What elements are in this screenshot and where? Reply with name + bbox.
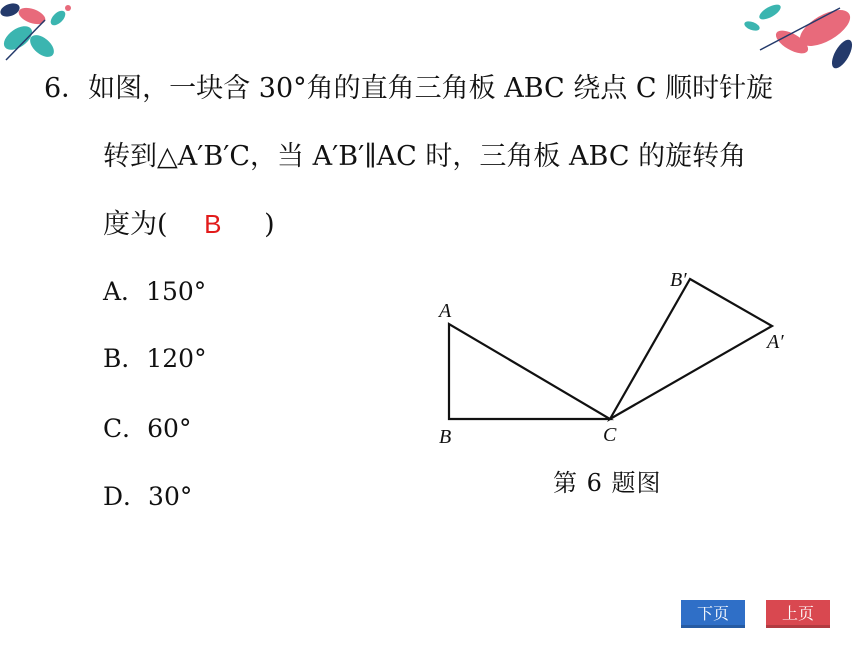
option-c: C．60° (103, 414, 192, 443)
option-d: D．30° (103, 482, 193, 511)
triangle-abc (449, 324, 610, 419)
next-page-button[interactable]: 下页 (681, 600, 745, 628)
label-b-prime: B′ (670, 269, 687, 291)
previous-page-button[interactable]: 上页 (766, 600, 830, 628)
option-a: A．150° (103, 277, 207, 306)
label-c: C (603, 424, 617, 446)
question-line-1: 6．如图，一块含 30°角的直角三角板 ABC 绕点 C 顺时针旋 (44, 73, 774, 104)
triangle-a-prime-b-prime-c (610, 279, 772, 419)
label-a: A (439, 300, 452, 322)
label-b: B (439, 426, 452, 448)
answer-bracket-open: 度为( (103, 209, 168, 240)
figure-caption: 第 6 题图 (553, 469, 662, 497)
answer-bracket-close: ) (264, 209, 275, 240)
question-line-2: 转到△A′B′C，当 A′B′∥AC 时，三角板 ABC 的旋转角 (103, 141, 747, 172)
label-a-prime: A′ (767, 331, 784, 353)
option-b: B．120° (103, 344, 207, 373)
answer-text: B (204, 209, 222, 239)
